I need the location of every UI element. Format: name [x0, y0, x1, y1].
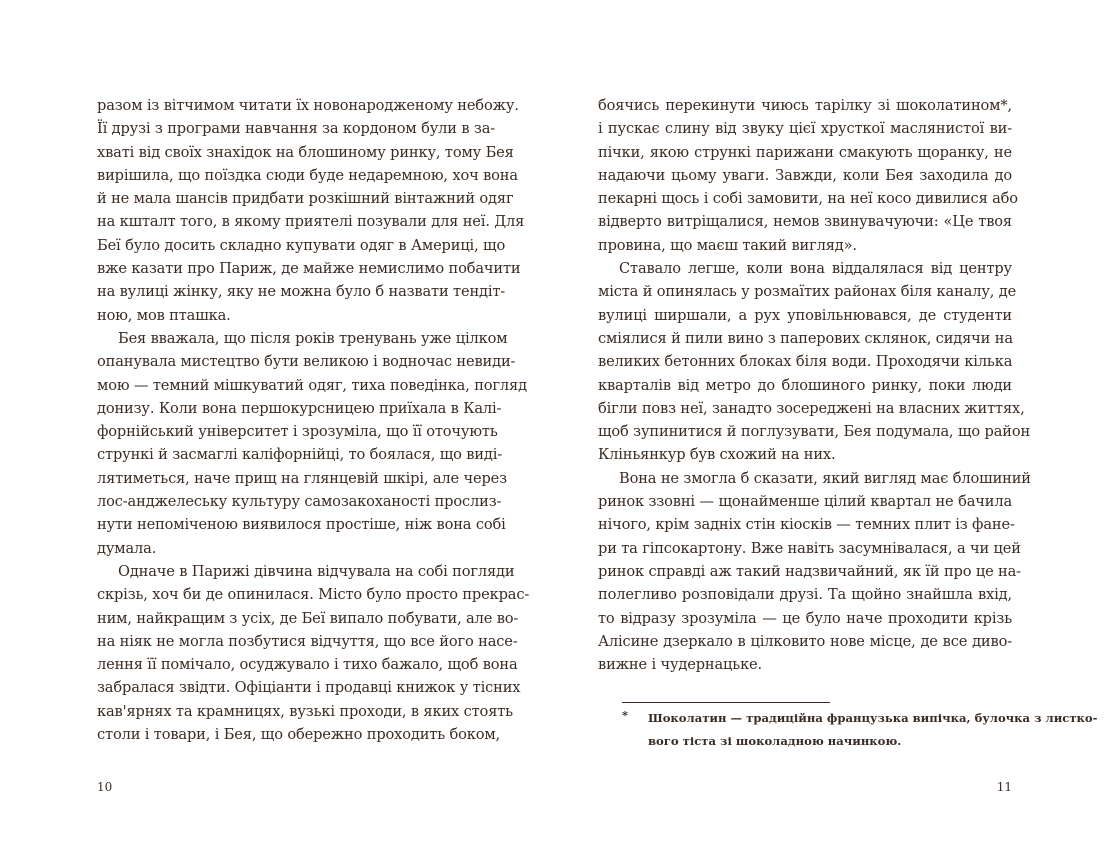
text-line: лення її помічало, осуджувало і тихо бажало, щоб вона [97, 656, 518, 674]
text-line: міста й опинялась у розмаїтих районах біля каналу, де [598, 283, 1017, 301]
text-line: думала. [97, 539, 157, 557]
text-line: полегливо розповідали друзі. Та щойно знайшла вхід, [598, 586, 1012, 604]
text-line: форнійський університет і зрозуміла, що її оточують [97, 423, 498, 441]
text-line: і пускає слину від звуку цієї хрусткої маслянистої ви- [598, 120, 1012, 138]
paragraph [97, 327, 527, 560]
text-line: ною, мов пташка. [97, 306, 231, 324]
text-line: провина, що маєш такий вигляд». [598, 236, 857, 254]
text-line: кав'ярнях та крамницях, вузькі проходи, в яких стоять [97, 702, 513, 720]
text-line: на кшталт того, в якому приятелі позували для неї. Для [97, 213, 525, 231]
text-line: Бея вважала, що після років тренувань уже цілком [118, 329, 508, 347]
text-line: вирішила, що поїздка сюди буде недаремною, хоч вона [97, 166, 518, 184]
paragraph [97, 94, 525, 327]
text-line: вижне і чудернацьке. [598, 656, 763, 674]
page-number-right: 11 [996, 780, 1012, 794]
text-line: ринок ззовні — щонайменше цілий квартал не бачила [598, 493, 1012, 511]
text-line: забралася звідти. Офіціанти і продавці книжок у тісних [97, 679, 521, 697]
text-line: лос-анджелеську культуру самозакоханості прослиз- [97, 493, 502, 511]
text-line: пічки, якою стрункі парижани смакують щоранку, не [598, 143, 1012, 161]
text-line: разом із вітчимом читати їх новонародженому небожу. [97, 97, 519, 114]
text-line: скрізь, хоч би де опинилася. Місто було просто прекрас- [97, 586, 530, 604]
text-line: Кліньянкур був схожий на них. [598, 446, 836, 464]
text-line: вулиці ширшали, а рух уповільнювався, де студенти [598, 306, 1012, 324]
text-line: хваті від своїх знахідок на блошиному ринку, тому Бея [97, 143, 514, 161]
text-line: донизу. Коли вона першокурсницею приїхала в Калі- [97, 399, 502, 417]
paragraph [598, 467, 1031, 677]
text-line: щоб зупинитися й поглузувати, Бея подумала, що район [598, 423, 1031, 441]
text-line: бігли повз неї, занадто зосереджені на власних життях, [598, 399, 1025, 417]
text-line: відверто витріщалися, немов звинувачуючи: «Це твоя [598, 213, 1012, 231]
text-line: опанувала мистецтво бути великою і водночас невиди- [97, 353, 516, 371]
text-line: то відразу зрозуміла — це було наче проходити крізь [598, 609, 1012, 627]
text-line: Вона не змогла б сказати, який вигляд має блошиний [619, 469, 1031, 487]
text-line: мою — темний мішкуватий одяг, тиха поведінка, погляд [97, 376, 527, 394]
paragraph [97, 560, 530, 746]
paragraph [598, 257, 1031, 467]
text-line: на ніяк не могла позбутися відчуття, що все його насе- [97, 632, 518, 650]
footnote-line: Шоколатин — традиційна французька випічка, булочка з листко- [648, 711, 1098, 725]
text-line: Алісине дзеркало в цілковито нове місце, де все диво- [598, 632, 1012, 650]
text-line: боячись перекинути чиюсь тарілку зі шоколатином*, [598, 97, 1012, 114]
text-line: надаючи цьому уваги. Завжди, коли Бея заходила до [598, 166, 1012, 184]
text-line: нічого, крім задніх стін кіосків — темних плит із фане- [598, 516, 1015, 534]
text-line: ринок справді аж такий надзвичайний, як їй про це на- [598, 562, 1021, 580]
text-line: Її друзі з програми навчання за кордоном були в за- [97, 120, 496, 138]
footnote-divider [622, 702, 830, 703]
text-line: ним, найкращим з усіх, де Беї випало побувати, але во- [97, 609, 519, 627]
text-line: на вулиці жінку, яку не можна було б назвати тендіт- [97, 283, 506, 301]
text-line: Ставало легше, коли вона віддалялася від центру [619, 260, 1012, 278]
footnote-mark: * [622, 708, 629, 722]
paragraph [598, 94, 1018, 257]
text-line: великих бетонних блоках біля води. Проходячи кілька [598, 353, 1013, 371]
text-line: столи і товари, і Бея, що обережно проходить боком, [97, 726, 501, 744]
text-line: вже казати про Париж, де майже немислимо побачити [97, 260, 521, 278]
text-line: пекарні щось і собі замовити, на неї косо дивилися або [598, 190, 1018, 208]
text-line: ри та гіпсокартону. Вже навіть засумнівалася, а чи цей [598, 539, 1021, 557]
footnote [622, 707, 1098, 753]
text-line: сміялися й пили вино з паперових склянок, сидячи на [598, 329, 1013, 347]
text-line: кварталів від метро до блошиного ринку, поки люди [598, 376, 1012, 394]
footnote-line: вого тіста зі шоколадною начинкою. [648, 734, 902, 748]
text-line: Беї було досить складно купувати одяг в Америці, що [97, 236, 506, 254]
text-line: стрункі й засмаглі каліфорнійці, то боялася, що виді- [97, 446, 503, 464]
right-page-text [598, 94, 1031, 676]
text-line: нути непоміченою виявилося простіше, ніж вона собі [97, 516, 506, 534]
text-line: Одначе в Парижі дівчина відчувала на собі погляди [118, 562, 515, 580]
text-line: лятиметься, наче прищ на глянцевій шкірі, але через [97, 469, 507, 487]
left-page-text [97, 94, 530, 746]
text-line: й не мала шансів придбати розкішний вінтажний одяг [97, 190, 514, 208]
page-number-left: 10 [97, 780, 113, 794]
